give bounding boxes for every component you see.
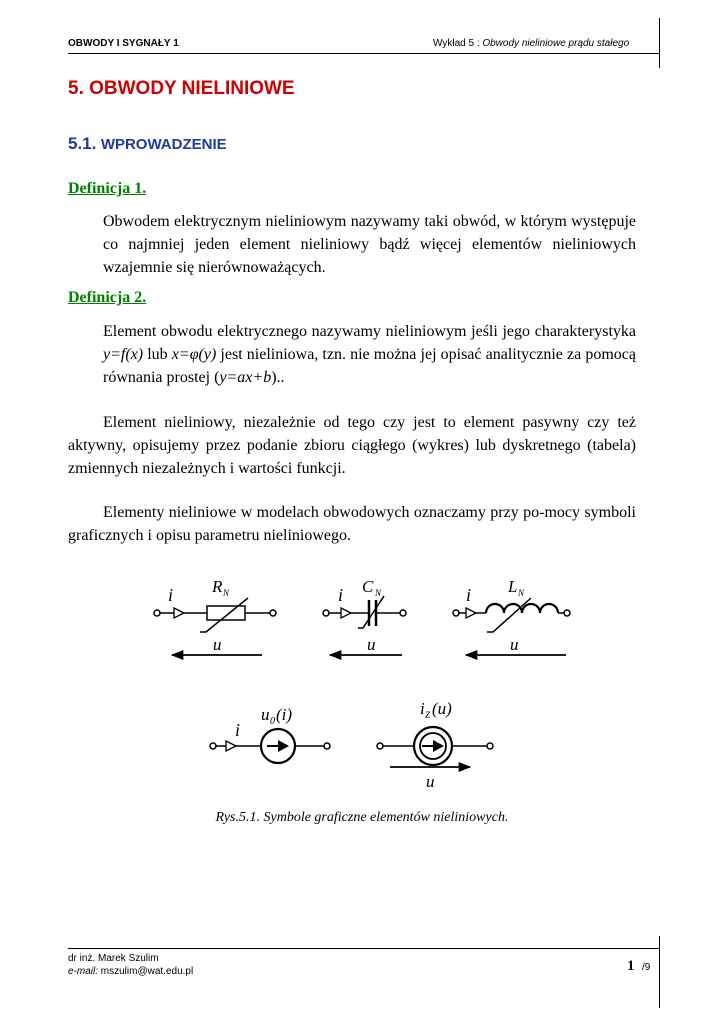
footer-divider (68, 948, 660, 949)
definition-1-text (68, 210, 636, 279)
nonlinear-resistor-symbol (154, 577, 276, 655)
chapter-title: 5. OBWODY NIELINIOWE (68, 78, 295, 99)
section-number: 5.1. (68, 134, 97, 153)
header-lecture-title: Obwody nieliniowe prądu stałego (482, 38, 630, 49)
voltage-source-label-sub: 0 (270, 716, 275, 727)
capacitor-current-label: i (338, 585, 344, 605)
inductor-symbol-label: L (508, 577, 518, 596)
voltage-source-current-label: i (235, 720, 241, 740)
resistor-voltage-label: u (213, 635, 222, 654)
resistor-symbol-sub: N (223, 588, 230, 598)
paragraph-2: Elementy nieliniowe w modelach obwodowych oznaczamy przy po-mocy symboli graficznych i opisu parametru nieliniowego. (68, 504, 636, 544)
definition-2-part-b: lub (143, 346, 172, 363)
footer-email-address: mszulim@wat.edu.pl (98, 966, 194, 977)
nonlinear-capacitor-symbol (323, 577, 406, 655)
definition-2-part-c: jest nieliniowa, tzn. nie można jej opisać analitycznie za pomocą równania prostej ( (103, 346, 636, 386)
nonlinear-voltage-source-symbol (210, 705, 330, 763)
definition-2-text (103, 320, 636, 389)
voltage-source-label-arg: (i) (276, 705, 293, 724)
figure-caption: Rys.5.1. Symbole graficzne elementów nieliniowych. (215, 810, 509, 825)
section-heading: WPROWADZENIE (100, 136, 227, 153)
definition-2-part-d: ).. (271, 369, 285, 386)
definition-2-line-eq: y=ax+b (219, 369, 272, 386)
current-source-label-main: i (420, 699, 425, 718)
current-source-voltage-label: u (426, 772, 435, 791)
footer-margin-line (659, 936, 660, 1008)
page-total: /9 (642, 962, 651, 973)
paragraph-1: Element nieliniowy, niezależnie od tego czy jest to element pasywny czy też aktywny, opisujemy przez podanie zbioru ciągłego (wykres) lub dyskretnego (tabela) zmiennych niezależnych i wartości funkcji. (68, 414, 636, 477)
definition-2-label: Definicja 2. (68, 289, 147, 306)
nonlinear-inductor-symbol (453, 577, 570, 655)
inductor-current-label: i (466, 585, 472, 605)
definition-2-fx: y=f(x) (103, 346, 144, 363)
nonlinear-current-source-symbol (377, 699, 493, 791)
section-title (68, 134, 227, 154)
resistor-symbol-label: R (212, 577, 223, 596)
footer-email (68, 966, 193, 977)
definition-1-body: Obwodem elektrycznym nieliniowym nazywamy taki obwód, w którym występuje co najmniej jeden element nieliniowy bądź więcej elementów nieliniowych wzajemnie się nierównoważących. (103, 213, 636, 276)
voltage-source-label-main: u (261, 705, 270, 724)
definition-2-phi: x=φ(y) (171, 346, 217, 363)
inductor-symbol-sub: N (518, 588, 525, 598)
definition-2-part-a: Element obwodu elektrycznego nazywamy nieliniowym jeśli jego charakterystyka (103, 323, 636, 340)
current-source-label-sub: Z (425, 710, 431, 720)
header-lecture (433, 38, 629, 49)
footer-author: dr inż. Marek Szulim (68, 953, 159, 964)
header-course: OBWODY I SYGNAŁY 1 (68, 38, 179, 49)
nonlinear-symbols-figure (130, 570, 600, 800)
header-margin-line (659, 18, 660, 68)
capacitor-symbol-sub: N (375, 588, 382, 598)
header-lecture-prefix: Wykład 5 : (433, 38, 483, 49)
definition-1-label: Definicja 1. (68, 180, 147, 197)
current-source-label-arg: (u) (432, 699, 452, 718)
footer-email-label: e-mail: (68, 966, 99, 977)
capacitor-symbol-label: C (362, 577, 374, 596)
inductor-voltage-label: u (510, 635, 519, 654)
capacitor-voltage-label: u (367, 635, 376, 654)
page-number: 1 (627, 958, 635, 974)
resistor-current-label: i (168, 585, 174, 605)
header-divider (68, 53, 660, 54)
